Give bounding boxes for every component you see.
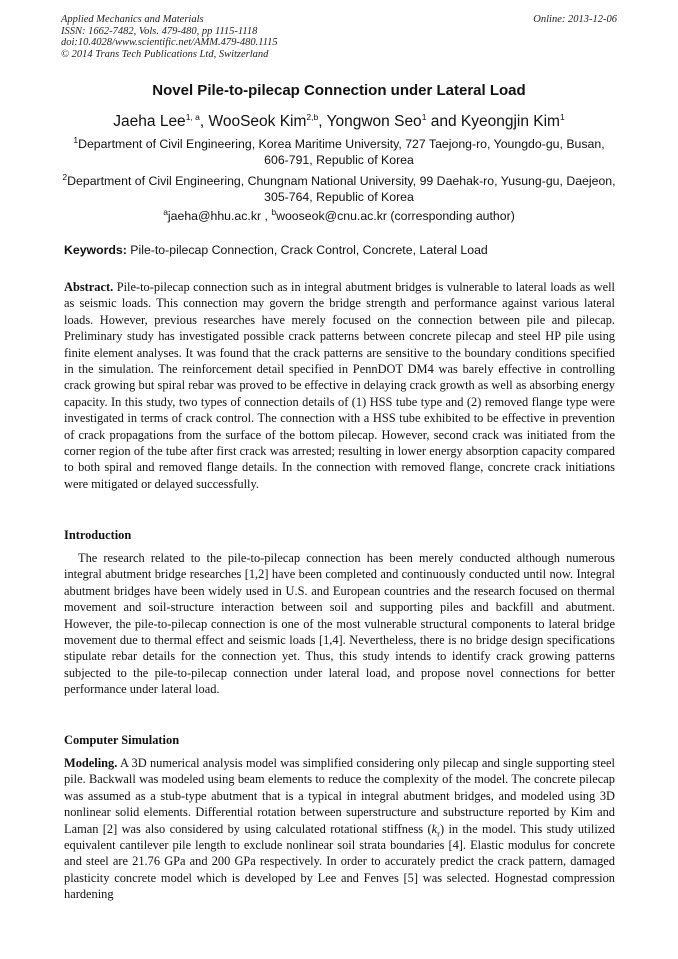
k-subscript: r <box>437 828 440 839</box>
keywords-line <box>64 243 617 257</box>
author-sup: 1 <box>559 111 565 122</box>
k-symbol: k <box>431 821 438 836</box>
modeling-text-2: ) in the model. This study utilized equivalent cantilever pile length to exclude nonlinear soil strata boundaries [4]. Elastic modulus for concrete and steel are 21.76 GPa and 200 GPa respectively. In order to accurately predict the crack pattern, damaged plasticity concrete model which is developed by Lee and Fenves [5] was selected. Hognestad compression hardening <box>64 821 615 902</box>
author-sup: 2,b <box>306 111 319 122</box>
author-sup: 1, a <box>185 111 200 122</box>
author-name: , WooSeok Kim <box>199 113 307 130</box>
abstract-text: Pile-to-pilecap connection such as in integral abutment bridges is vulnerable to lateral loads as well as seismic loads. This connection may govern the bridge strength and performance against various lateral loads. However, previous researches have merely focused on the connection between pile and pilecap. Preliminary study has investigated possible crack patterns between concrete pilecap and steel HP pile using finite element analyses. It was found that the crack patterns are sensitive to the boundary conditions specified in the simulation. The reinforcement detail specified in PennDOT DM4 was barely effective in controlling crack growing but spiral rebar was proved to be effective in delaying crack growth as well as absorbing energy capacity. In this study, two types of connection details of (1) HSS tube type and (2) removed flange type were investigated in terms of crack control. The connection with a HSS tube exhibited to be effective in prevention of crack propagations from the surface of the bottom pilecap. However, second crack was initiated from the corner region of the tube after first crack was arrested; resulting in lower energy absorption capacity compared to both spiral and removed flange details. In the connection with removed flange, concrete crack initiations were mitigated or delayed successfully. <box>64 280 615 491</box>
modeling-label: Modeling. <box>64 756 118 770</box>
affiliation-text: Department of Civil Engineering, Chungnam National University, 99 Daehak-ro, Yusung-gu, Daejeon, 305-764, Republic of Korea <box>67 174 616 205</box>
journal-name: Applied Mechanics and Materials <box>61 14 204 25</box>
modeling-paragraph <box>64 755 615 903</box>
email-sup: a <box>163 206 168 217</box>
email-sup: b <box>271 206 277 217</box>
email-a[interactable]: jaeha@hhu.ac.kr , <box>167 209 272 223</box>
email-b[interactable]: wooseok@cnu.ac.kr (corresponding author) <box>276 209 515 223</box>
author-list <box>61 113 617 131</box>
abstract-paragraph <box>64 279 615 492</box>
keywords-text: Pile-to-pilecap Connection, Crack Control, Concrete, Lateral Load <box>126 243 488 257</box>
introduction-paragraph: The research related to the pile-to-pilecap connection has been merely conducted although numerous integral abutment bridge researches [1,2] have been completed and continuously conducted until now. Integral abutment bridges have been widely used in U.S. and European countries and the research focused on thermal movement and soil-structure interaction between soil and supporting piles and backfill and abutment. However, the pile-to-pilecap connection is one of the most vulnerable structural components to lateral bridge movement due to thermal effect and seismic loads [1,4]. Nevertheless, there is no bridge design specifications stipulate rebar details for the connection yet. Thus, this study intends to identify crack growing patterns subjected to the pile-to-pilecap connection under lateral load, and propose novel connections for better performance under lateral load. <box>64 551 615 697</box>
modeling-text-1: A 3D numerical analysis model was simplified considering only pilecap and single supporting steel pile. Backwall was modeled using beam elements to reduce the complexity of the model. The concrete pilecap was assumed as a stub-type abutment that is a typical in integral abutment bridges, and modeled using 3D nonlinear solid elements. Differential rotation between superstructure and substructure reported by Kim and Laman [2] was also considered by using calculated rotational stiffness ( <box>64 756 615 836</box>
affiliation-2 <box>61 173 617 206</box>
abstract-label: Abstract. <box>64 280 114 294</box>
affiliation-text: Department of Civil Engineering, Korea Maritime University, 727 Taejong-ro, Youngdo-gu, Busan, 606-791, Republic of Korea <box>78 137 605 168</box>
author-emails <box>61 206 617 223</box>
affiliation-sup: 2 <box>62 171 68 182</box>
copyright-line: © 2014 Trans Tech Publications Ltd, Switzerland <box>61 48 269 60</box>
author-name: and Kyeongjin Kim <box>426 113 560 130</box>
doi-line: doi:10.4028/www.scientific.net/AMM.479-480.1115 <box>61 37 278 48</box>
affiliation-sup: 1 <box>73 134 79 145</box>
issn-line: ISSN: 1662-7482, Vols. 479-480, pp 1115-1118 <box>61 25 258 37</box>
paper-title: Novel Pile-to-pilecap Connection under Lateral Load <box>152 82 526 99</box>
affiliation-1 <box>61 136 617 169</box>
keywords-label: Keywords: <box>64 243 127 257</box>
introduction-heading: Introduction <box>64 528 132 542</box>
online-date: Online: 2013-12-06 <box>533 14 617 25</box>
computer-simulation-heading: Computer Simulation <box>64 733 180 747</box>
author-name: Jaeha Lee <box>113 113 186 130</box>
journal-header <box>61 14 617 60</box>
author-sup: 1 <box>421 111 427 122</box>
author-name: , Yongwon Seo <box>318 113 422 130</box>
